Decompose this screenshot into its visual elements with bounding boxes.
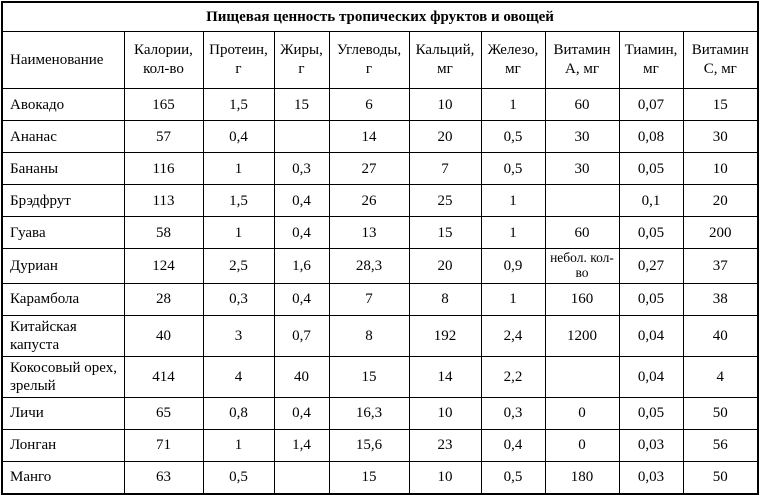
row-name-cell: Авокадо bbox=[2, 89, 124, 121]
cell: 1 bbox=[203, 217, 274, 249]
cell: 38 bbox=[683, 283, 758, 315]
cell: 0,4 bbox=[274, 185, 329, 217]
cell: 0,07 bbox=[619, 89, 683, 121]
row-name-cell: Лонган bbox=[2, 429, 124, 461]
cell: 0,9 bbox=[481, 249, 545, 284]
row-name-cell: Дуриан bbox=[2, 249, 124, 284]
column-header-name: Наименование bbox=[2, 32, 124, 89]
cell: 0,04 bbox=[619, 356, 683, 397]
cell: 27 bbox=[329, 153, 409, 185]
cell: 58 bbox=[124, 217, 203, 249]
cell: 4 bbox=[203, 356, 274, 397]
cell: 50 bbox=[683, 397, 758, 429]
header-row bbox=[2, 32, 758, 89]
column-header-vitamin-c: Витамин С, мг bbox=[683, 32, 758, 89]
cell: 7 bbox=[409, 153, 481, 185]
cell: 165 bbox=[124, 89, 203, 121]
cell: 30 bbox=[545, 153, 619, 185]
cell: 2,4 bbox=[481, 315, 545, 356]
cell: 63 bbox=[124, 461, 203, 494]
row-name-cell: Кокосовый орех, зрелый bbox=[2, 356, 124, 397]
cell: 15 bbox=[683, 89, 758, 121]
cell: 10 bbox=[409, 397, 481, 429]
table-row bbox=[2, 217, 758, 249]
cell: 30 bbox=[683, 121, 758, 153]
cell: 16,3 bbox=[329, 397, 409, 429]
cell: 56 bbox=[683, 429, 758, 461]
cell bbox=[274, 121, 329, 153]
nutrition-table-page bbox=[0, 1, 760, 486]
column-header-fats: Жиры, г bbox=[274, 32, 329, 89]
row-name-cell: Манго bbox=[2, 461, 124, 494]
cell: 14 bbox=[409, 356, 481, 397]
table-row bbox=[2, 121, 758, 153]
cell: 0,08 bbox=[619, 121, 683, 153]
cell: 50 bbox=[683, 461, 758, 494]
cell: 0,27 bbox=[619, 249, 683, 284]
row-name-cell: Личи bbox=[2, 397, 124, 429]
table-row bbox=[2, 429, 758, 461]
cell: 0,3 bbox=[274, 153, 329, 185]
table-row bbox=[2, 153, 758, 185]
cell bbox=[545, 185, 619, 217]
cell: 0,4 bbox=[481, 429, 545, 461]
cell: 0,4 bbox=[274, 397, 329, 429]
cell: 1200 bbox=[545, 315, 619, 356]
cell: 15 bbox=[274, 89, 329, 121]
cell bbox=[545, 356, 619, 397]
cell: 0,05 bbox=[619, 153, 683, 185]
cell: 1,6 bbox=[274, 249, 329, 284]
cell bbox=[274, 461, 329, 494]
column-header-calcium: Кальций, мг bbox=[409, 32, 481, 89]
cell: небол. кол-во bbox=[545, 249, 619, 284]
cell: 37 bbox=[683, 249, 758, 284]
cell: 15 bbox=[329, 356, 409, 397]
cell: 1,4 bbox=[274, 429, 329, 461]
cell: 57 bbox=[124, 121, 203, 153]
cell: 13 bbox=[329, 217, 409, 249]
cell: 0,03 bbox=[619, 429, 683, 461]
cell: 0,4 bbox=[203, 121, 274, 153]
cell: 28,3 bbox=[329, 249, 409, 284]
cell: 116 bbox=[124, 153, 203, 185]
cell: 0,04 bbox=[619, 315, 683, 356]
nutrition-table bbox=[1, 1, 759, 495]
column-header-thiamine: Тиамин, мг bbox=[619, 32, 683, 89]
cell: 6 bbox=[329, 89, 409, 121]
cell: 20 bbox=[683, 185, 758, 217]
cell: 65 bbox=[124, 397, 203, 429]
cell: 7 bbox=[329, 283, 409, 315]
row-name-cell: Брэдфрут bbox=[2, 185, 124, 217]
table-body bbox=[2, 89, 758, 494]
cell: 0 bbox=[545, 429, 619, 461]
cell: 0,5 bbox=[481, 461, 545, 494]
column-header-protein: Протеин, г bbox=[203, 32, 274, 89]
cell: 0,1 bbox=[619, 185, 683, 217]
cell: 0,05 bbox=[619, 283, 683, 315]
table-title: Пищевая ценность тропических фруктов и овощей bbox=[2, 2, 758, 32]
cell: 30 bbox=[545, 121, 619, 153]
cell: 0,4 bbox=[274, 217, 329, 249]
cell: 1,5 bbox=[203, 89, 274, 121]
table-row bbox=[2, 249, 758, 284]
table-row bbox=[2, 283, 758, 315]
cell: 40 bbox=[274, 356, 329, 397]
cell: 4 bbox=[683, 356, 758, 397]
row-name-cell: Бананы bbox=[2, 153, 124, 185]
cell: 192 bbox=[409, 315, 481, 356]
cell: 1 bbox=[203, 153, 274, 185]
cell: 0,8 bbox=[203, 397, 274, 429]
table-row bbox=[2, 185, 758, 217]
cell: 10 bbox=[409, 461, 481, 494]
cell: 1 bbox=[481, 217, 545, 249]
cell: 0,5 bbox=[481, 153, 545, 185]
table-row bbox=[2, 461, 758, 494]
cell: 1 bbox=[481, 185, 545, 217]
title-row bbox=[2, 2, 758, 32]
cell: 0,7 bbox=[274, 315, 329, 356]
cell: 180 bbox=[545, 461, 619, 494]
column-header-carbs: Углеводы, г bbox=[329, 32, 409, 89]
cell: 71 bbox=[124, 429, 203, 461]
cell: 0,05 bbox=[619, 397, 683, 429]
cell: 25 bbox=[409, 185, 481, 217]
column-header-calories: Калории, кол-во bbox=[124, 32, 203, 89]
cell: 124 bbox=[124, 249, 203, 284]
cell: 0 bbox=[545, 397, 619, 429]
cell: 28 bbox=[124, 283, 203, 315]
cell: 0,3 bbox=[481, 397, 545, 429]
table-row bbox=[2, 356, 758, 397]
cell: 15 bbox=[329, 461, 409, 494]
cell: 1 bbox=[481, 89, 545, 121]
cell: 0,03 bbox=[619, 461, 683, 494]
row-name-cell: Китайская капуста bbox=[2, 315, 124, 356]
cell: 8 bbox=[329, 315, 409, 356]
cell: 0,5 bbox=[481, 121, 545, 153]
column-header-vitamin-a: Витамин А, мг bbox=[545, 32, 619, 89]
cell: 23 bbox=[409, 429, 481, 461]
cell: 26 bbox=[329, 185, 409, 217]
cell: 8 bbox=[409, 283, 481, 315]
cell: 113 bbox=[124, 185, 203, 217]
cell: 414 bbox=[124, 356, 203, 397]
column-header-iron: Железо, мг bbox=[481, 32, 545, 89]
table-row bbox=[2, 89, 758, 121]
cell: 40 bbox=[124, 315, 203, 356]
cell: 1 bbox=[481, 283, 545, 315]
row-name-cell: Карамбола bbox=[2, 283, 124, 315]
cell: 160 bbox=[545, 283, 619, 315]
cell: 14 bbox=[329, 121, 409, 153]
cell: 40 bbox=[683, 315, 758, 356]
cell: 2,5 bbox=[203, 249, 274, 284]
cell: 1,5 bbox=[203, 185, 274, 217]
cell: 3 bbox=[203, 315, 274, 356]
cell: 1 bbox=[203, 429, 274, 461]
cell: 10 bbox=[409, 89, 481, 121]
cell: 0,5 bbox=[203, 461, 274, 494]
table-row bbox=[2, 315, 758, 356]
cell: 200 bbox=[683, 217, 758, 249]
row-name-cell: Гуава bbox=[2, 217, 124, 249]
table-row bbox=[2, 397, 758, 429]
cell: 20 bbox=[409, 121, 481, 153]
cell: 60 bbox=[545, 217, 619, 249]
cell: 0,05 bbox=[619, 217, 683, 249]
cell: 0,4 bbox=[274, 283, 329, 315]
cell: 10 bbox=[683, 153, 758, 185]
cell: 15,6 bbox=[329, 429, 409, 461]
cell: 0,3 bbox=[203, 283, 274, 315]
row-name-cell: Ананас bbox=[2, 121, 124, 153]
cell: 15 bbox=[409, 217, 481, 249]
cell: 60 bbox=[545, 89, 619, 121]
cell: 20 bbox=[409, 249, 481, 284]
cell: 2,2 bbox=[481, 356, 545, 397]
